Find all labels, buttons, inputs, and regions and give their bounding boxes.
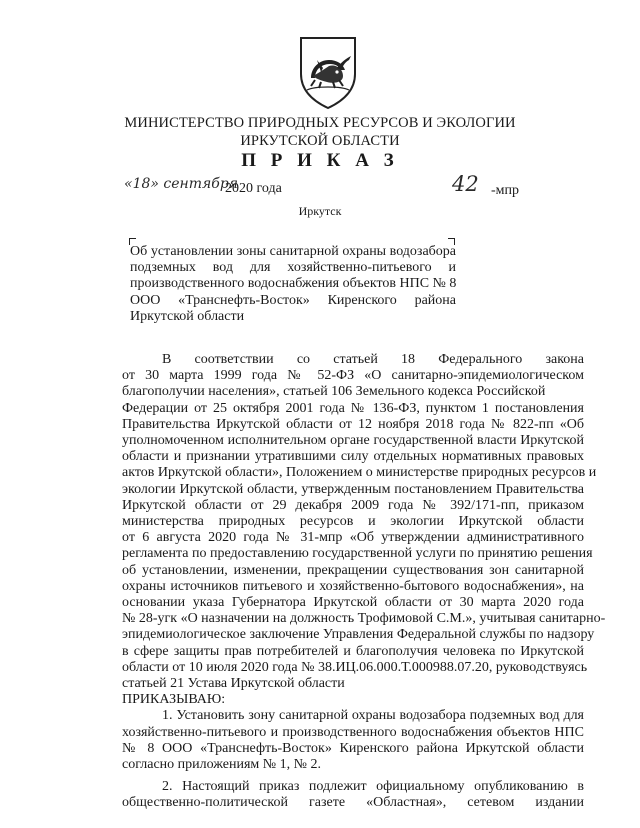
order-subject	[130, 244, 456, 325]
preamble-line: актов Иркутской области», Положением о министерстве природных ресурсов и	[122, 465, 597, 481]
preamble-line: уполномоченном исполнительном органе государственной власти Иркутской	[122, 433, 584, 449]
preamble-line: В соответствии со статьей 18 Федерального закона	[162, 352, 584, 367]
preamble-line: экологии Иркутской области, утвержденным постановлением Правительства	[122, 481, 584, 497]
ministry-name-line1: МИНИСТЕРСТВО ПРИРОДНЫХ РЕСУРСОВ И ЭКОЛОГИИ	[124, 115, 516, 131]
preamble-line: № 28-угк «О назначении на должность Трофимовой С.М.», учитывая санитарно-	[122, 611, 606, 627]
item1-line: согласно приложениям № 1, № 2.	[122, 757, 321, 773]
preamble-line: области и признании утратившими силу отдельных нормативных правовых	[122, 449, 584, 465]
order-number-suffix: -мпр	[491, 183, 520, 198]
preamble-line: Иркутской области от 29 декабря 2009 года № 392/171-пп, приказом	[122, 497, 584, 513]
preamble-line: благополучии населения», статьей 106 Земельного кодекса Российской	[122, 384, 546, 400]
preamble-line: об установлении, изменении, прекращении существования зон санитарной	[122, 562, 584, 578]
order-word: ПРИКАЗЫВАЮ:	[122, 692, 226, 708]
document-title: П Р И К А З	[241, 150, 399, 171]
preamble-line: от 6 августа 2020 года № 31-мпр «Об утверждении административного	[122, 530, 584, 546]
subject-line: подземных вод для хозяйственно-питьевого и	[130, 260, 456, 276]
printed-year: 2020 года	[225, 181, 282, 196]
preamble-line: статьей 21 Устава Иркутской области	[122, 676, 345, 692]
preamble-line: от 30 марта 1999 года № 52-ФЗ «О санитарно-эпидемиологическом	[122, 368, 584, 384]
subject-line: Об установлении зоны санитарной охраны водозабора	[130, 244, 456, 259]
preamble-line: основании указа Губернатора Иркутской области от 30 марта 2020 года	[122, 595, 584, 611]
item1-line: 1. Установить зону санитарной охраны водозабора подземных вод для	[162, 708, 584, 724]
subject-line: Иркутской области	[130, 308, 245, 324]
item1-line: хозяйственно-питьевого и производственного водоснабжения объектов НПС	[122, 724, 584, 740]
preamble-line: эпидемиологическое заключение Управления Федеральной службы по надзору	[122, 627, 595, 643]
item1-line: № 8 ООО «Транснефть-Восток» Киренского района Иркутской области	[122, 740, 584, 756]
preamble-line: охраны источников питьевого и хозяйственно-бытового водоснабжения», на	[122, 578, 584, 594]
city-name: Иркутск	[298, 204, 342, 218]
handwritten-date: «18» сентября	[124, 176, 239, 192]
item2-line: общественно-политической газете «Областная», сетевом издании	[122, 795, 584, 811]
irkutsk-coat-of-arms-icon	[297, 30, 359, 110]
preamble-line: министерства природных ресурсов и экологии Иркутской области	[122, 514, 584, 530]
ministry-name-line2: ИРКУТСКОЙ ОБЛАСТИ	[240, 133, 400, 149]
order-body	[122, 352, 606, 812]
preamble-line: Федерации от 25 октября 2001 года № 136-ФЗ, пунктом 1 постановления	[122, 400, 584, 416]
handwritten-order-number: 42	[452, 172, 479, 196]
item2-line: 2. Настоящий приказ подлежит официальному опубликованию в	[162, 779, 584, 795]
preamble-line: регламента по предоставлению государственной услуги по принятию решения	[122, 546, 593, 562]
subject-line: производственного водоснабжения объектов НПС № 8	[130, 276, 457, 292]
subject-line: ООО «Транснефть-Восток» Киренского района	[130, 292, 456, 308]
preamble-line: Правительства Иркутской области от 12 ноября 2018 года № 822-пп «Об	[122, 416, 584, 432]
preamble-line: области от 10 июля 2020 года № 38.ИЦ.06.000.Т.000988.07.20, руководствуясь	[122, 659, 588, 675]
preamble-line: в сфере защиты прав потребителей и благополучия человека по Иркутской	[122, 643, 584, 659]
